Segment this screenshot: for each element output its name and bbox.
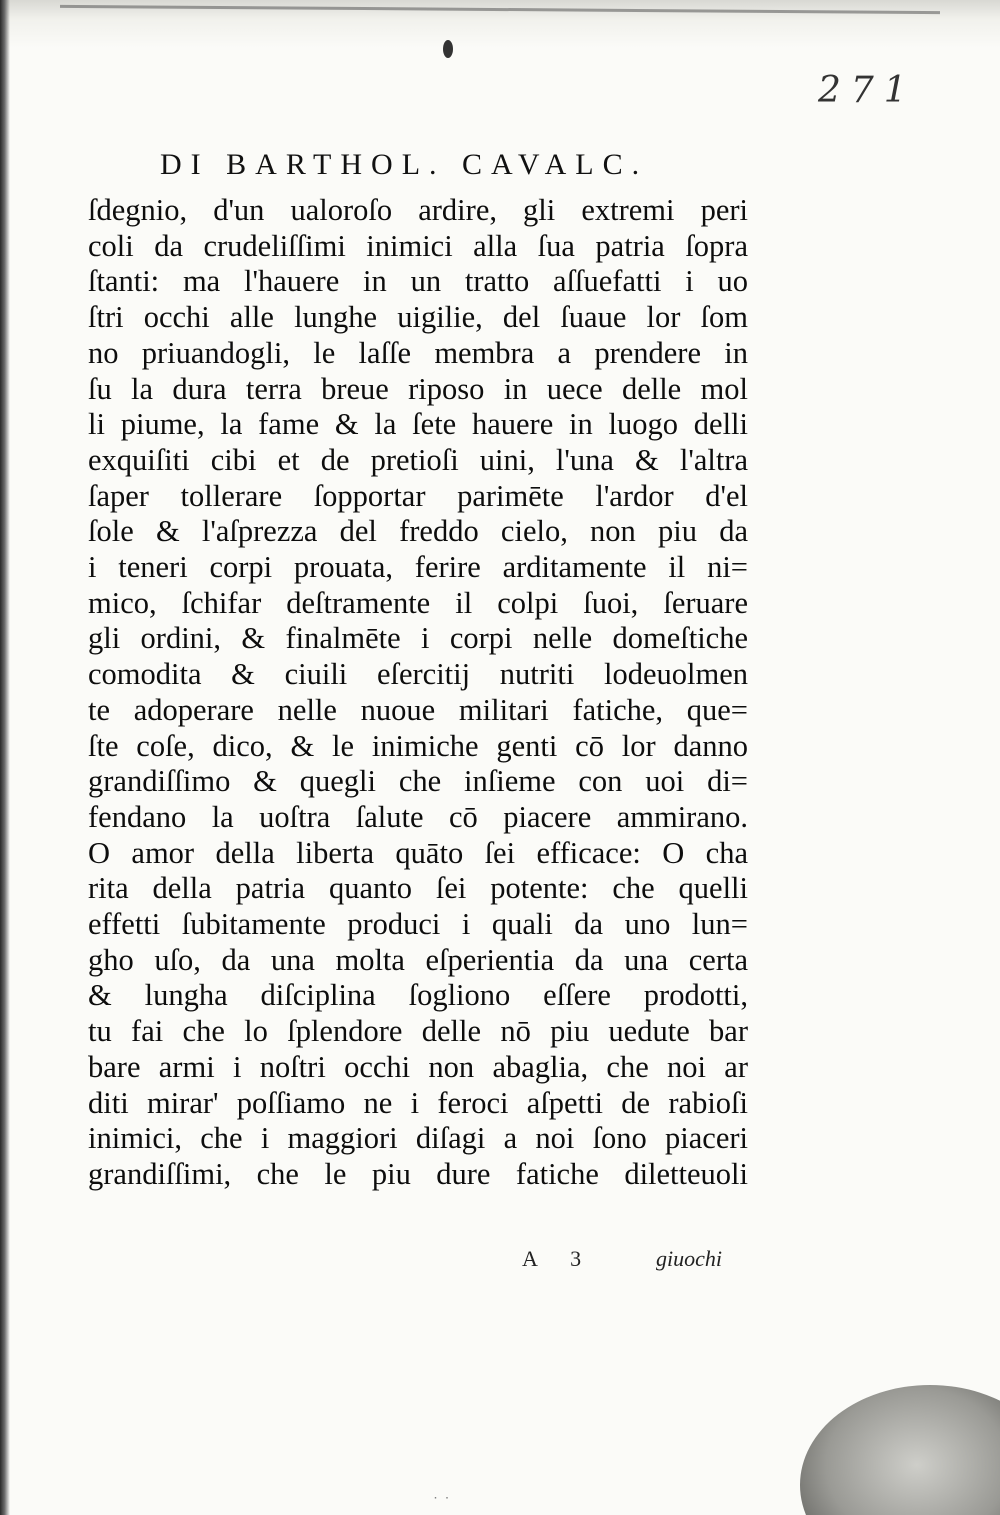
text-line: li piume, la fame & la ſete hauere in luogo delli <box>88 407 748 442</box>
text-line: coli da crudeliſſimi inimici alla ſua patria ſopra <box>88 228 748 263</box>
thumb-shadow-corner <box>800 1385 1000 1515</box>
text-line: mico, ſchifar deſtramente il colpi ſuoi, ſeruare <box>88 585 748 620</box>
text-line: tu fai che lo ſplendore delle nō piu uedute bar <box>88 1014 748 1049</box>
text-line: ſu la dura terra breue riposo in uece delle mol <box>88 371 748 406</box>
text-line: ſtanti: ma l'hauere in un tratto aſſuefatti i uo <box>88 264 748 299</box>
text-line: ſaper tollerare ſopportar parimēte l'ardor d'el <box>88 478 748 513</box>
page-left-edge-shadow <box>0 0 10 1515</box>
text-line: ſte coſe, dico, & le inimiche genti cō lor danno <box>88 728 748 763</box>
catchword: giuochi <box>656 1246 722 1271</box>
text-line: i teneri corpi prouata, ferire arditamente il ni= <box>88 550 748 585</box>
running-head: DI BARTHOL. CAVALC. <box>160 148 649 181</box>
text-line: gli ordini, & finalmēte i corpi nelle domeſtiche <box>88 621 748 656</box>
text-line: no priuandogli, le laſſe membra a prendere in <box>88 335 748 370</box>
text-line: exquiſiti cibi et de pretioſi uini, l'una & l'altra <box>88 442 748 477</box>
text-line: ſdegnio, d'un ualoroſo ardire, gli extremi peri <box>88 193 748 227</box>
text-line: te adoperare nelle nuoue militari fatiche, que= <box>88 692 748 727</box>
text-line: grandiſſimo & quegli che inſieme con uoi di= <box>88 764 748 799</box>
text-line: rita della patria quanto ſei potente: che quelli <box>88 871 748 906</box>
signature-mark: A 3 <box>522 1246 596 1271</box>
handwritten-folio-number: 271 <box>818 70 917 111</box>
text-line: inimici, che i maggiori diſagi a noi ſono piaceri <box>88 1121 748 1156</box>
text-line: bare armi i noſtri occhi non abaglia, che noi ar <box>88 1049 748 1084</box>
text-line: ſtri occhi alle lunghe uigilie, del ſuaue lor ſom <box>88 300 748 335</box>
text-line: effetti ſubitamente produci i quali da uno lun= <box>88 907 748 942</box>
text-line: diti mirar' poſſiamo ne i feroci aſpetti de rabioſi <box>88 1085 748 1120</box>
text-line: gho uſo, da una molta eſperientia da una certa <box>88 942 748 977</box>
text-line: O amor della liberta quāto ſei efficace: O cha <box>88 835 748 870</box>
text-line: fendano la uoſtra ſalute cō piacere ammirano. <box>88 799 748 834</box>
text-line: grandiſſimi, che le piu dure fatiche diletteuoli <box>88 1156 748 1191</box>
body-text <box>88 193 748 1193</box>
text-line: comodita & ciuili eſercitij nutriti lodeuolmen <box>88 657 748 692</box>
bottom-speck-marks: ˙ ˙ <box>432 1496 451 1512</box>
text-line: ſole & l'aſprezza del freddo cielo, non piu da <box>88 514 748 549</box>
text-line: & lungha diſciplina ſogliono eſſere prodotti, <box>88 978 748 1013</box>
ink-smudge-mark <box>443 40 453 58</box>
